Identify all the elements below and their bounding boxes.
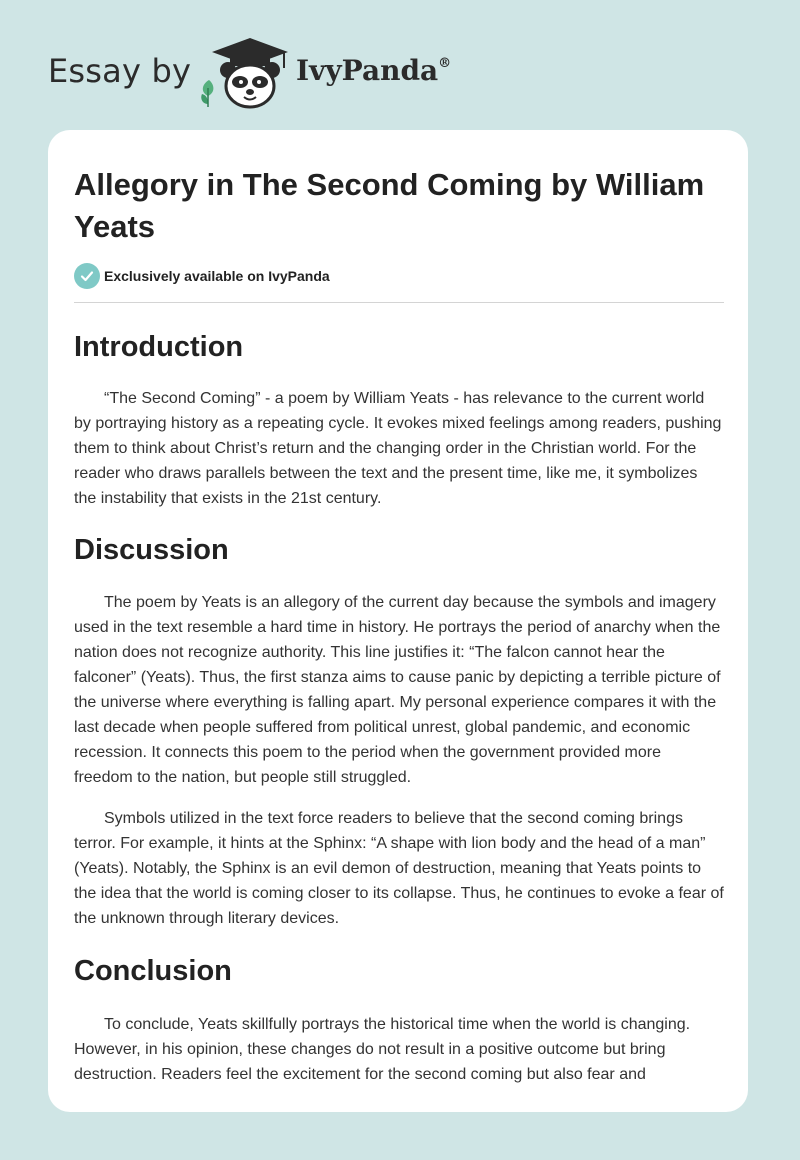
essay-by-label: Essay by [48, 52, 192, 90]
divider [74, 302, 724, 303]
paragraph: Symbols utilized in the text force readers to believe that the second coming brings terror. For example, it hints at the Sphinx: “A shape with lion body and the head of a man” (Yeats). Notably, the Sphinx is an evil demon of destruction, meaning that Yeats points to the idea that the world is coming closer to its collapse. Thus, he continues to evoke a fear of the unknown through literary devices. [74, 810, 724, 927]
panda-graduation-cap-logo[interactable] [208, 34, 292, 110]
section-heading-discussion: Discussion [74, 534, 229, 566]
exclusive-badge-label: Exclusively available on IvyPanda [104, 268, 330, 284]
site-header [48, 34, 508, 114]
check-circle-icon [74, 263, 100, 289]
essay-card [48, 130, 748, 1112]
paragraph: The poem by Yeats is an allegory of the current day because the symbols and imagery used in the text resemble a hard time in history. He portrays the period of anarchy when the nation does not recognize authority. This line justifies it: “The falcon cannot hear the falconer” (Yeats). Thus, the first stanza aims to cause panic by depicting a terrible picture of the universe where everything is falling apart. My personal experience compares it with the last decade when people suffered from political unrest, global pandemic, and economic recession. It connects this poem to the period when the government provided more freedom to the nation, but people still struggled. [74, 594, 721, 786]
section-heading-introduction: Introduction [74, 331, 244, 363]
section-heading-conclusion: Conclusion [74, 955, 232, 987]
paragraph: “The Second Coming” - a poem by William Yeats - has relevance to the current world by portraying history as a repeating cycle. It evokes mixed feelings among readers, pushing them to think about Christ’s return and the changing order in the Christian world. For the reader who draws parallels between the text and the present time, like me, it symbolizes the instability that exists in the 21st century. [74, 390, 722, 507]
paragraph: To conclude, Yeats skillfully portrays the historical time when the world is changing. However, in his opinion, these changes do not result in a positive outcome but bring destruction. Readers feel the excitement for the second coming but also fear and [74, 1016, 691, 1083]
registered-mark: ® [438, 56, 452, 71]
brand-name[interactable]: IvyPanda® [296, 54, 452, 87]
essay-title: Allegory in The Second Coming by William Yeats [74, 167, 705, 244]
exclusive-badge [74, 263, 330, 289]
essay-body [74, 324, 724, 1087]
